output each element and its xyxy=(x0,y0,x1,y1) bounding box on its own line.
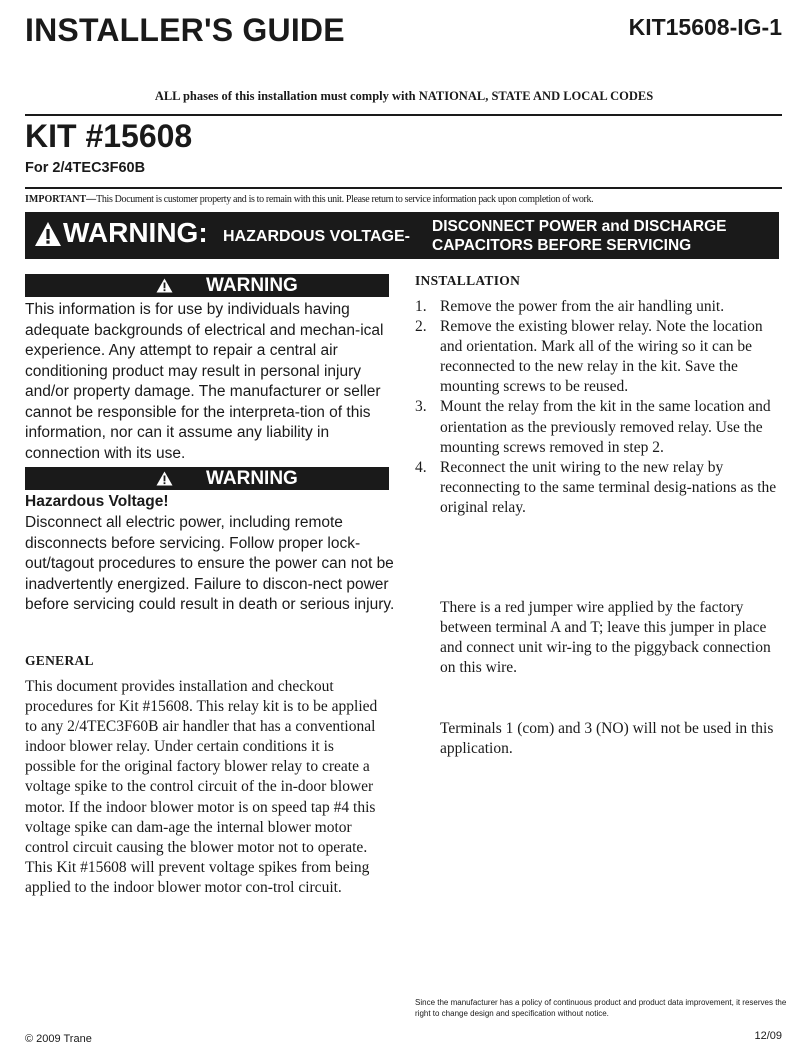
warning-label: WARNING xyxy=(206,275,298,296)
installation-note-jumper: There is a red jumper wire applied by the factory between terminal A and T; leave this jumper in place and connect unit wir-ing to the piggyback connection on this wire. xyxy=(440,599,771,677)
warning-label: WARNING xyxy=(206,468,298,489)
compliance-notice: ALL phases of this installation must comply with NATIONAL, STATE AND LOCAL CODES xyxy=(154,89,654,103)
installation-step xyxy=(415,317,787,397)
step-text: Mount the relay from the kit in the same location and orientation as the previously removed relay. Use the mounting screws removed in step 2. xyxy=(440,398,771,456)
warning-triangle-icon xyxy=(156,278,173,293)
warning-text: This information is for use by individuals having adequate backgrounds of electrical and mechan-ical experience. Any attempt to repair a central air conditioning product may result in personal injury and/or property damage. The manufacturer or seller cannot be responsible for the interpreta-tion of this information, nor can it assume any liability in connection with its use. xyxy=(25,301,384,462)
step-text: Reconnect the unit wiring to the new relay by reconnecting to the same terminal desig-nations as the original relay. xyxy=(440,458,777,516)
installation-step xyxy=(415,458,787,518)
installation-step xyxy=(415,397,787,457)
important-text: This Document is customer property and is to remain with this unit. Please return to service information pack upon completion of work. xyxy=(96,194,594,205)
warning-triangle-icon xyxy=(34,221,62,247)
hazard-warning-word: WARNING: xyxy=(63,217,208,248)
step-number: 1. xyxy=(415,298,427,315)
installation-steps xyxy=(415,297,787,518)
footer-date-code: 12/09 xyxy=(754,1030,782,1042)
general-text: This document provides installation and checkout procedures for Kit #15608. This relay kit is to be applied to any 2/4TEC3F60B air handler that has a conventional indoor blower relay. Under certain conditions it is possible for the original factory blower relay to create a voltage spike to the control circuit of the in-door blower motor. If the indoor blower motor is on speed tap #4 this voltage spike can dam-age the internal blower motor control circuit causing the blower motor not to operate. This Kit #15608 will prevent voltage spikes from being applied to the indoor blower motor con-trol circuit. xyxy=(25,678,378,896)
step-text: Remove the power from the air handling unit. xyxy=(440,298,725,315)
footer-disclaimer: Since the manufacturer has a policy of continuous product and product data improvement, it reserves the right to change design and specification without notice. xyxy=(415,998,787,1018)
document-number: KIT15608-IG-1 xyxy=(628,14,782,40)
installation-heading: INSTALLATION xyxy=(415,273,521,288)
installation-note-terminals: Terminals 1 (com) and 3 (NO) will not be used in this application. xyxy=(440,720,774,758)
important-label: IMPORTANT— xyxy=(25,194,97,205)
kit-subtitle: For 2/4TEC3F60B xyxy=(25,160,146,176)
step-number: 2. xyxy=(415,318,427,336)
kit-title: KIT #15608 xyxy=(25,118,193,154)
header-divider xyxy=(25,114,782,116)
warning-heading: Hazardous Voltage! xyxy=(25,493,169,510)
hazard-instruction-line2: CAPACITORS BEFORE SERVICING xyxy=(432,237,692,254)
warning-bar xyxy=(25,467,389,490)
warning-text: Disconnect all electric power, including remote disconnects before servicing. Follow proper lock-out/tagout procedures to ensure the power can not be inadvertently energized. Failure to discon-nect power before servicing could result in death or serious injury. xyxy=(25,514,395,613)
installation-step xyxy=(415,297,787,317)
step-number: 4. xyxy=(415,458,427,476)
step-text: Remove the existing blower relay. Note the location and orientation. Mark all of the wiring so it can be reconnected to the new relay in the kit. Save the mounting screws to be reused. xyxy=(440,318,763,396)
guide-title: INSTALLER'S GUIDE xyxy=(25,12,345,48)
warning-bar xyxy=(25,274,389,297)
hazard-instruction xyxy=(432,217,727,255)
hazard-banner xyxy=(25,212,779,259)
footer-copyright: © 2009 Trane xyxy=(25,1033,92,1045)
warning-triangle-icon xyxy=(156,471,173,486)
hazard-type: HAZARDOUS VOLTAGE- xyxy=(223,228,410,245)
step-number: 3. xyxy=(415,398,427,416)
general-heading: GENERAL xyxy=(25,653,94,668)
important-notice xyxy=(25,194,785,205)
kit-divider xyxy=(25,187,782,189)
hazard-instruction-line1: DISCONNECT POWER and DISCHARGE xyxy=(432,218,727,235)
